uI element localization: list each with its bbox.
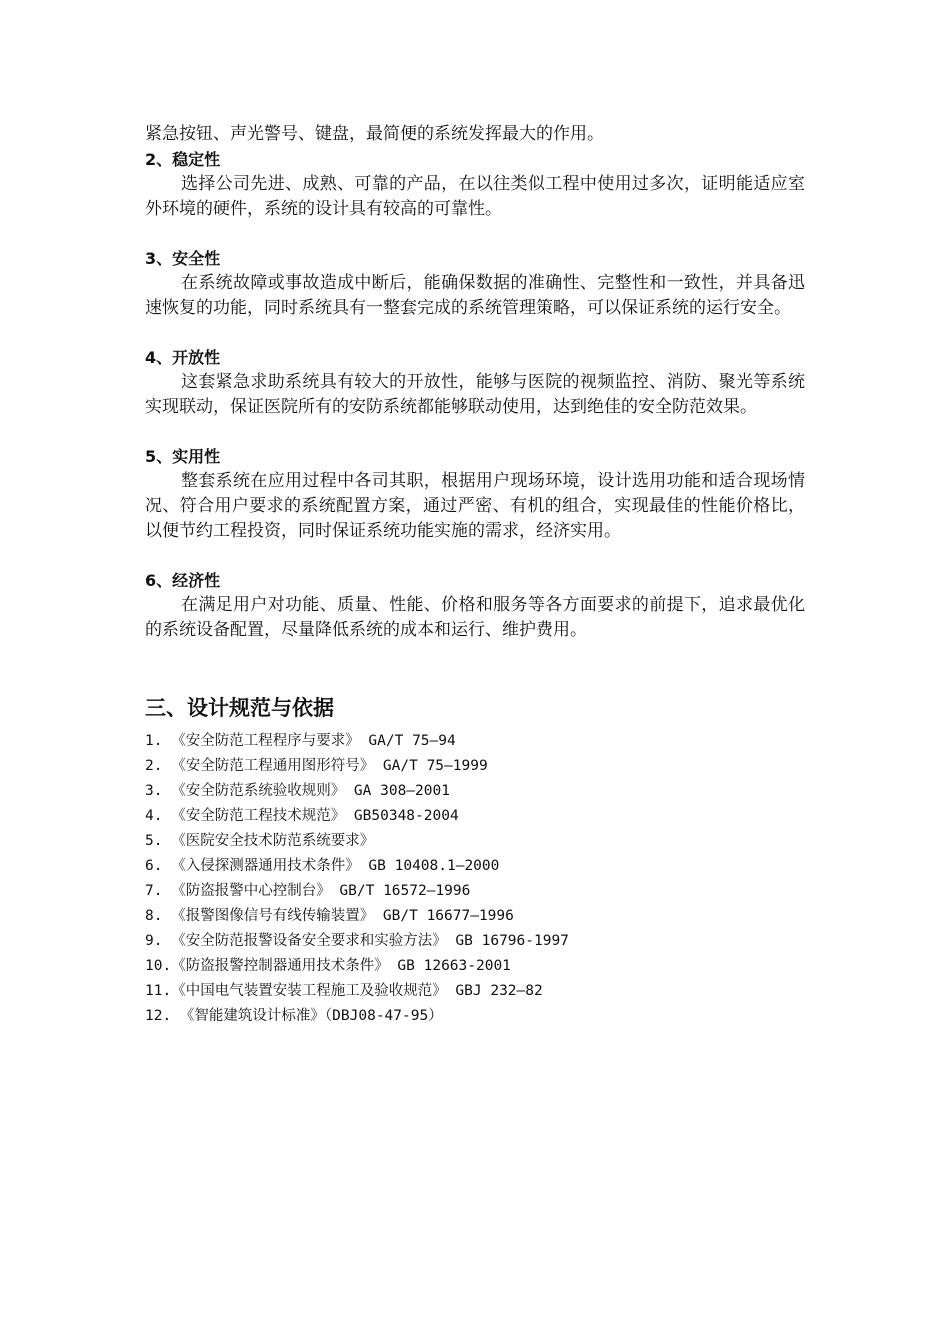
reference-item: 5. 《医院安全技术防范系统要求》 xyxy=(145,833,375,849)
reference-item: 4. 《安全防范工程技术规范》 GB50348-2004 xyxy=(145,808,459,824)
reference-list xyxy=(145,729,805,1029)
reference-item: 12. 《智能建筑设计标准》（DBJ08-47-95） xyxy=(145,1008,443,1024)
section-heading: 5、实用性 xyxy=(145,447,221,466)
reference-item: 2. 《安全防范工程通用图形符号》 GA/T 75—1999 xyxy=(145,758,488,774)
section-body: 在系统故障或事故造成中断后，能确保数据的准确性、完整性和一致性，并具备迅速恢复的功能，同时系统具有一整套完成的系统管理策略，可以保证系统的运行安全。 xyxy=(145,273,805,318)
section-body: 整套系统在应用过程中各司其职，根据用户现场环境，设计选用功能和适合现场情况、符合用户要求的系统配置方案，通过严密、有机的组合，实现最佳的性能价格比，以便节约工程投资，同时保证系统功能实施的需求，经济实用。 xyxy=(145,471,805,541)
chapter-title: 三、设计规范与依据 xyxy=(145,696,334,720)
document-page xyxy=(145,122,805,1029)
section-practicality xyxy=(145,444,805,544)
section-stability xyxy=(145,147,805,222)
section-body: 这套紧急求助系统具有较大的开放性，能够与医院的视频监控、消防、聚光等系统实现联动，保证医院所有的安防系统都能够联动使用，达到绝佳的安全防范效果。 xyxy=(145,372,805,417)
reference-item: 1. 《安全防范工程程序与要求》 GA/T 75—94 xyxy=(145,733,456,749)
reference-item: 7. 《防盗报警中心控制台》 GB/T 16572—1996 xyxy=(145,883,471,899)
section-heading: 6、经济性 xyxy=(145,571,221,590)
reference-item: 6. 《入侵探测器通用技术条件》 GB 10408.1—2000 xyxy=(145,858,500,874)
section-body: 选择公司先进、成熟、可靠的产品，在以往类似工程中使用过多次，证明能适应室外环境的硬件，系统的设计具有较高的可靠性。 xyxy=(145,174,805,219)
section-economy xyxy=(145,568,805,643)
section-heading: 4、开放性 xyxy=(145,348,221,367)
section-heading: 2、稳定性 xyxy=(145,150,221,169)
reference-item: 11.《中国电气装置安装工程施工及验收规范》 GBJ 232—82 xyxy=(145,983,543,999)
reference-item: 10.《防盗报警控制器通用技术条件》 GB 12663-2001 xyxy=(145,958,511,974)
reference-item: 3. 《安全防范系统验收规则》 GA 308—2001 xyxy=(145,783,450,799)
section-openness xyxy=(145,345,805,420)
intro-paragraph: 紧急按钮、声光警号、键盘，最简便的系统发挥最大的作用。 xyxy=(145,124,604,144)
section-heading: 3、安全性 xyxy=(145,249,221,268)
reference-item: 8. 《报警图像信号有线传输装置》 GB/T 16677—1996 xyxy=(145,908,514,924)
section-security xyxy=(145,246,805,321)
section-body: 在满足用户对功能、质量、性能、价格和服务等各方面要求的前提下，追求最优化的系统设备配置，尽量降低系统的成本和运行、维护费用。 xyxy=(145,595,805,640)
reference-item: 9. 《安全防范报警设备安全要求和实验方法》 GB 16796-1997 xyxy=(145,933,569,949)
